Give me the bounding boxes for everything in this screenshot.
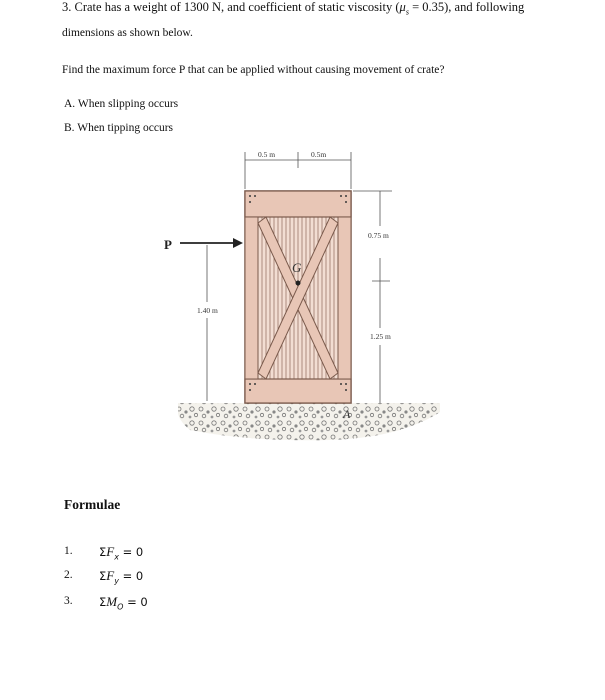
gravel-texture <box>178 403 440 440</box>
formulae-title: Formulae <box>64 497 121 512</box>
right-dimension <box>353 191 392 403</box>
crate-bottom-rail <box>245 379 351 403</box>
formula-1-var: F <box>106 544 115 559</box>
formula-2-rhs: = 0 <box>118 569 144 583</box>
option-b: B. When tipping occurs <box>64 122 174 134</box>
formula-3-sub: O <box>117 602 124 612</box>
question-line-1-prefix: 3. Crate has a weight of 1300 N, and coefficient of static viscosity ( <box>62 0 400 14</box>
force-arrowhead <box>233 238 243 248</box>
mu-subscript: s <box>405 7 409 17</box>
option-a: A. When slipping occurs <box>64 98 179 110</box>
dim-top-right: 0.5m <box>311 150 327 159</box>
formula-1-rhs: = 0 <box>118 545 144 559</box>
mu-symbol: μ <box>399 0 406 14</box>
formula-1-sub: x <box>114 552 119 562</box>
question-line-2: dimensions as shown below. <box>62 27 193 39</box>
dim-top-left: 0.5 m <box>258 150 276 159</box>
formula-2-sub: y <box>114 576 119 586</box>
crate-right-post <box>338 217 351 379</box>
formula-3-rhs: = 0 <box>123 595 148 609</box>
center-of-gravity-dot <box>296 281 301 286</box>
formula-1: $\Sigma F_x = 0$ <box>99 544 144 562</box>
question-line-1-suffix: = 0.35), and following <box>408 0 525 14</box>
formula-2-number: 2. <box>64 569 73 581</box>
crate-left-post <box>245 217 258 379</box>
find-question: Find the maximum force P that can be applied without causing movement of crate? <box>62 64 445 76</box>
formula-1-number: 1. <box>64 545 73 557</box>
formula-3: $\Sigma M_O = 0$ <box>99 594 148 612</box>
dim-left-height: 1.40 m <box>197 306 218 315</box>
corner-label: A <box>343 407 351 421</box>
force-label: P <box>164 237 172 252</box>
formula-2: $\Sigma F_y = 0$ <box>99 568 144 586</box>
formula-3-number: 3. <box>64 595 73 607</box>
center-label: G <box>292 260 302 275</box>
formula-2-var: F <box>106 568 115 583</box>
formula-3-var: M <box>106 594 118 609</box>
dim-right-upper: 0.75 m <box>368 231 389 240</box>
dim-right-lower: 1.25 m <box>370 332 391 341</box>
crate-top-rail <box>245 191 351 217</box>
